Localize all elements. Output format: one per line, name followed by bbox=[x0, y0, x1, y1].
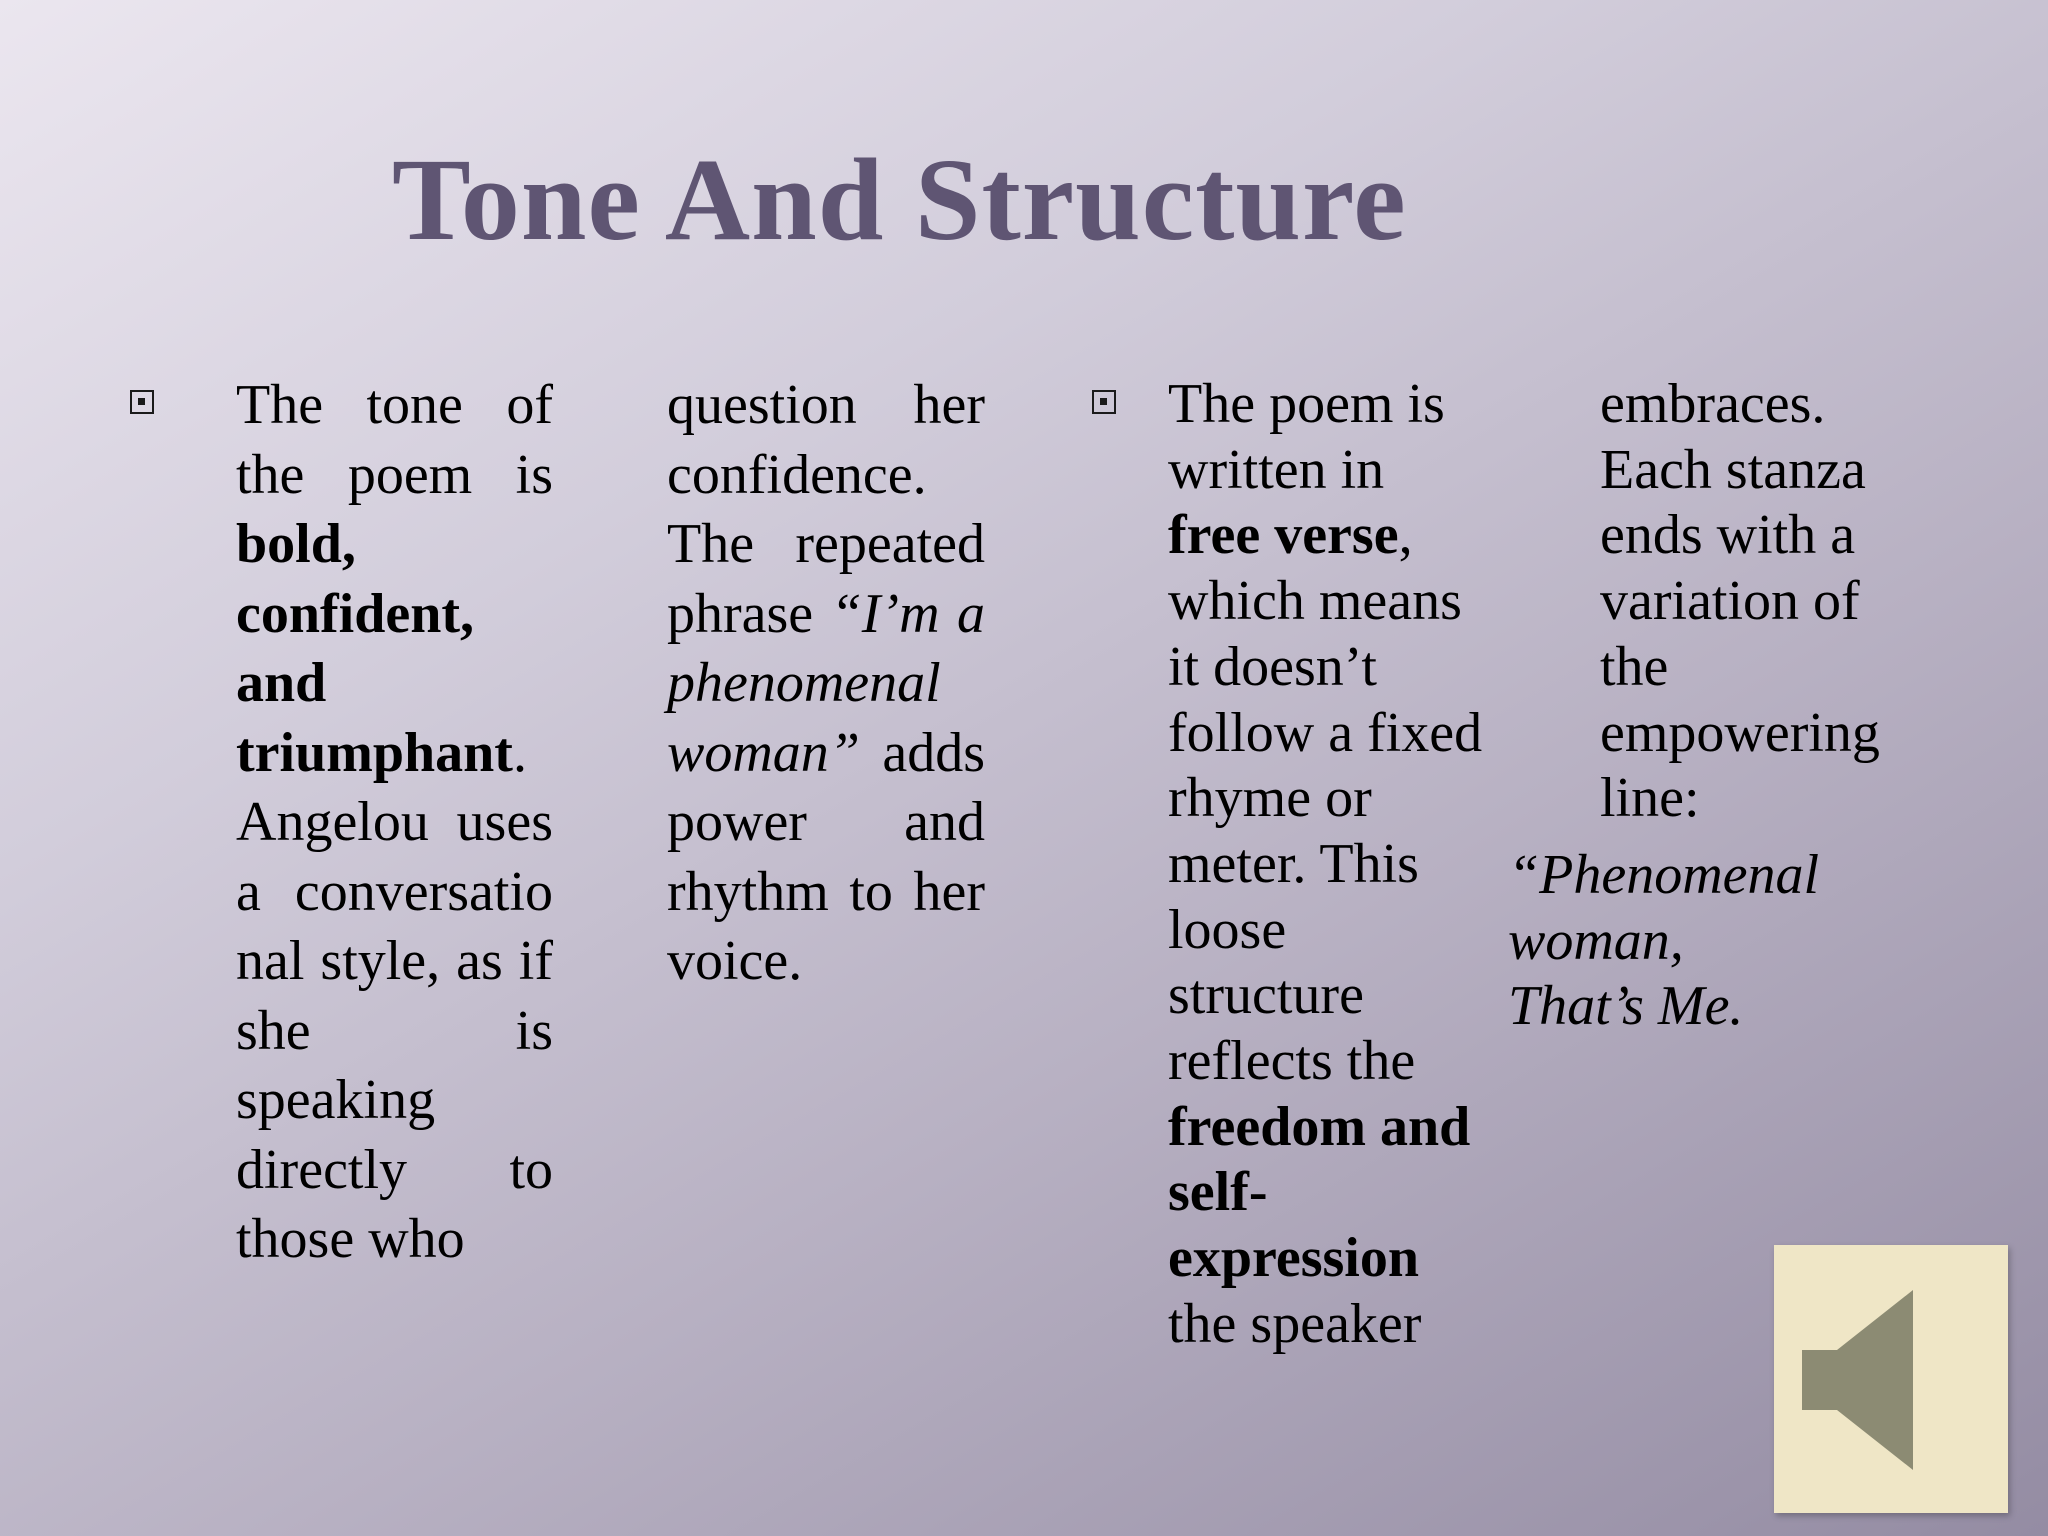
col2-text: question her confidence. The repeated phrase bbox=[667, 374, 985, 645]
quote-line-2: woman, bbox=[1508, 909, 1684, 972]
audio-button[interactable] bbox=[1774, 1245, 2008, 1513]
col3-text-2: , which means it doesn’t follow a fixed rhyme or meter. This loose structure reflects the bbox=[1168, 504, 1483, 1093]
speaker-icon bbox=[1802, 1290, 1922, 1470]
text-column-1 bbox=[236, 371, 553, 1275]
text-column-2 bbox=[667, 371, 985, 997]
col3-text-3: the speaker bbox=[1168, 1292, 1422, 1355]
col3-bold-text-2: freedom and self-expression bbox=[1168, 1095, 1471, 1290]
bullet-icon bbox=[130, 390, 154, 414]
text-column-3 bbox=[1168, 372, 1488, 1358]
col3-bold-text: free verse bbox=[1168, 504, 1399, 567]
bullet-icon bbox=[1092, 390, 1116, 414]
col1-text: The tone of the poem is bbox=[236, 374, 553, 506]
col1-bold-text: bold, confident, and triumphant bbox=[236, 513, 513, 784]
quote-line-1: “Phenomenal bbox=[1508, 844, 1820, 906]
poem-quote bbox=[1508, 843, 1848, 1040]
slide-title: Tone And Structure bbox=[392, 134, 1407, 265]
col4-text: embraces. Each stanza ends with a variation of the empowering line: bbox=[1600, 373, 1880, 830]
col2-text-2: adds power and rhythm to her voice. bbox=[667, 721, 985, 992]
col1-text-2: . Angelou uses a conversatio nal style, as if she is speaking directly to those who bbox=[236, 721, 553, 1270]
col3-text: The poem is written in bbox=[1168, 373, 1445, 501]
quote-line-3: That’s Me. bbox=[1508, 975, 1744, 1038]
col2-italic-quote: “I’m a phenomenal woman” bbox=[667, 582, 985, 784]
text-column-4 bbox=[1600, 372, 1935, 832]
